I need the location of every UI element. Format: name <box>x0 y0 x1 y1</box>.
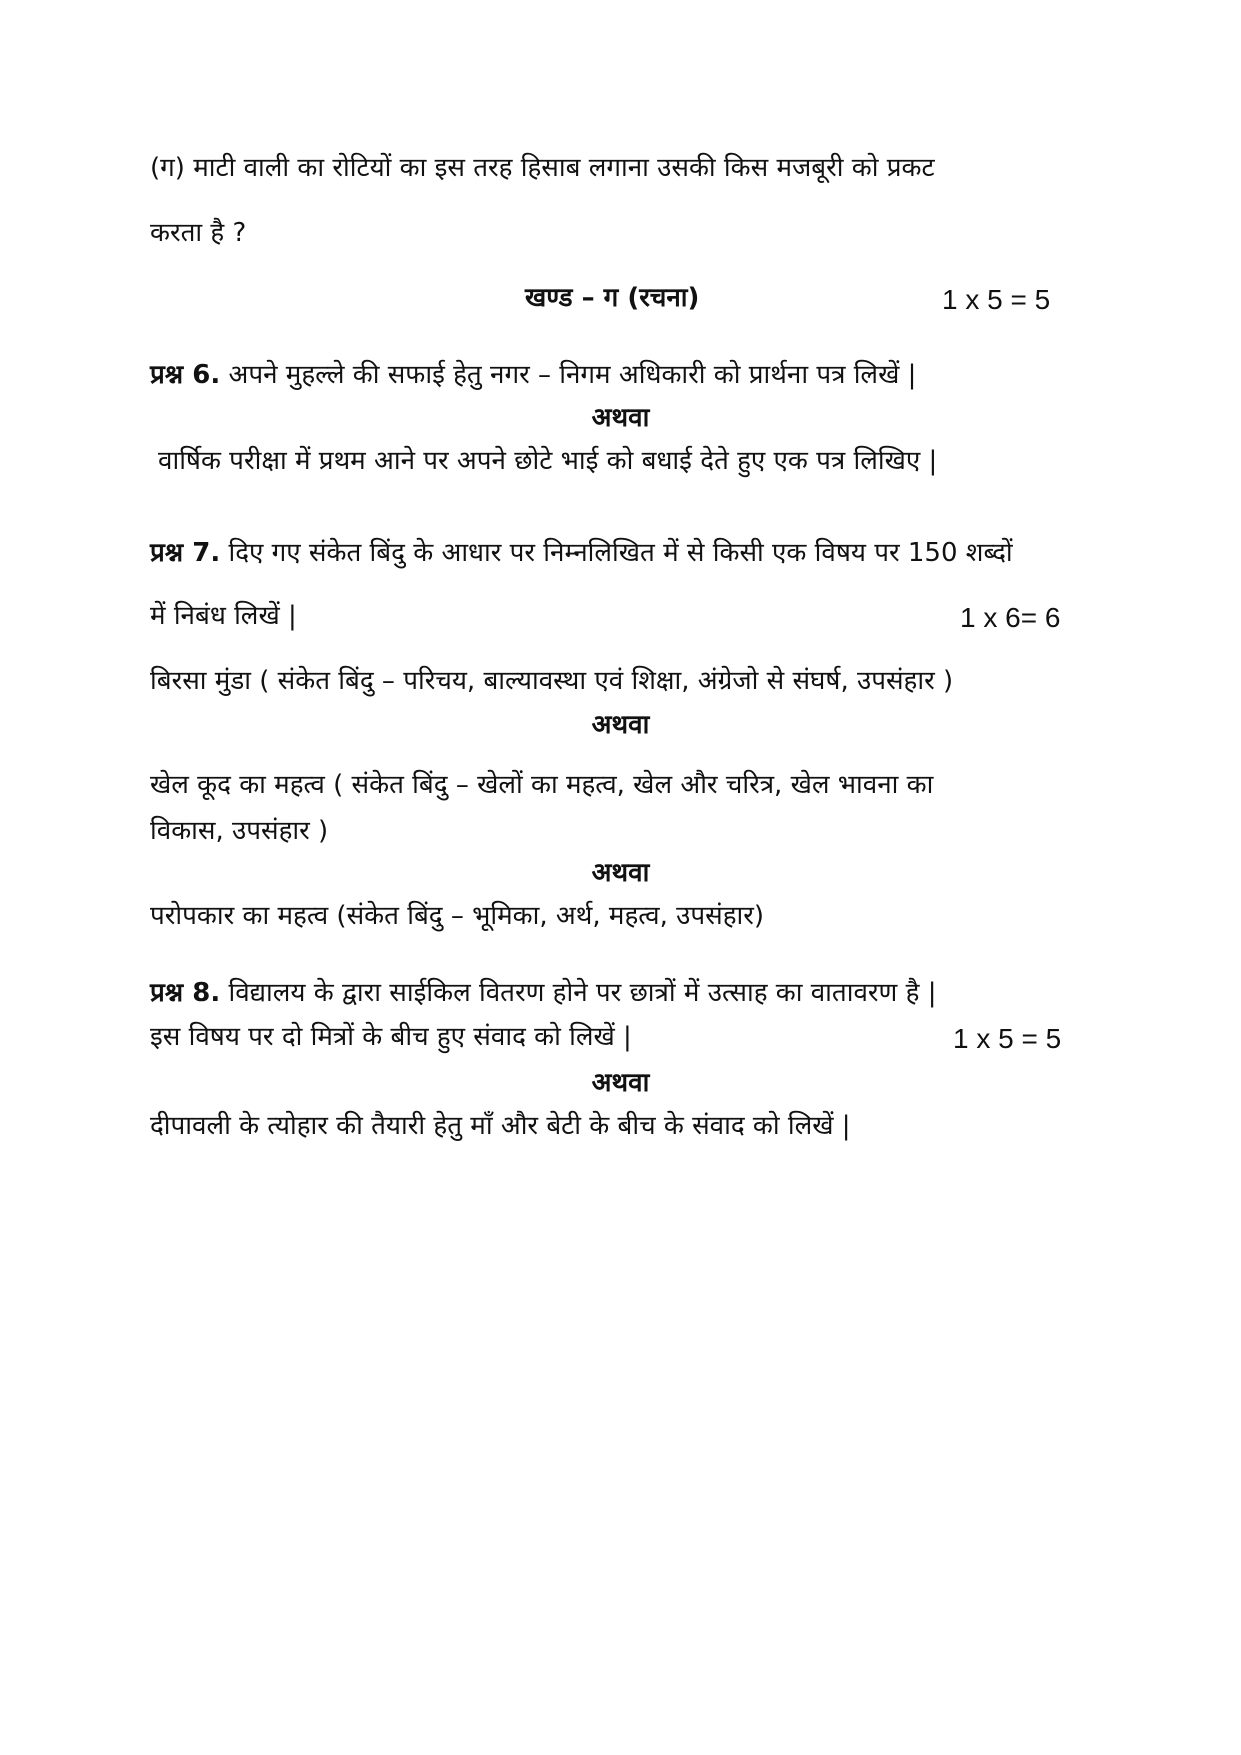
q6-text: अपने मुहल्ले की सफाई हेतु नगर – निगम अधिकारी को प्रार्थना पत्र लिखें | <box>220 360 917 390</box>
q7-line-1 <box>150 540 1013 566</box>
q5c-line-1: (ग) माटी वाली का रोटियों का इस तरह हिसाब लगाना उसकी किस मजबूरी को प्रकट <box>150 153 935 183</box>
q8-line-1 <box>150 980 936 1006</box>
q7-or-1: अथवा <box>591 710 650 740</box>
q6-label: प्रश्न 6. <box>150 360 221 390</box>
q8-or: अथवा <box>591 1068 650 1098</box>
q7-text: दिए गए संकेत बिंदु के आधार पर निम्नलिखित में से किसी एक विषय पर 150 शब्दों <box>220 538 1013 568</box>
q6-line <box>150 362 916 388</box>
q7-or-2: अथवा <box>591 858 650 888</box>
q8-line-2: इस विषय पर दो मित्रों के बीच हुए संवाद को लिखें | <box>150 1022 632 1052</box>
q8-label: प्रश्न 8. <box>150 978 221 1008</box>
q7-option-3: परोपकार का महत्व (संकेत बिंदु – भूमिका, अर्थ, महत्व, उपसंहार) <box>150 901 765 931</box>
q6-or: अथवा <box>591 403 650 433</box>
q7-line-2: में निबंध लिखें | <box>150 601 297 631</box>
q8-alternative: दीपावली के त्योहार की तैयारी हेतु माँ और बेटी के बीच के संवाद को लिखें | <box>150 1111 851 1141</box>
q6-alternative: वार्षिक परीक्षा में प्रथम आने पर अपने छोटे भाई को बधाई देते हुए एक पत्र लिखिए | <box>158 446 938 476</box>
q7-option-2-line-2: विकास, उपसंहार ) <box>150 816 329 846</box>
section-marks: 1 x 5 = 5 <box>942 284 1051 315</box>
q8-marks: 1 x 5 = 5 <box>953 1023 1062 1054</box>
section-title: खण्ड – ग (रचना) <box>525 283 700 313</box>
q7-option-2-line-1: खेल कूद का महत्व ( संकेत बिंदु – खेलों का महत्व, खेल और चरित्र, खेल भावना का <box>150 770 934 800</box>
q7-label: प्रश्न 7. <box>150 538 221 568</box>
q5c-line-2: करता है ? <box>150 218 247 248</box>
q8-text: विद्यालय के द्वारा साईकिल वितरण होने पर छात्रों में उत्साह का वातावरण है | <box>220 978 937 1008</box>
q7-option-1: बिरसा मुंडा ( संकेत बिंदु – परिचय, बाल्यावस्था एवं शिक्षा, अंग्रेजो से संघर्ष, उपसंहार ) <box>150 666 954 696</box>
q7-marks: 1 x 6= 6 <box>960 602 1061 633</box>
